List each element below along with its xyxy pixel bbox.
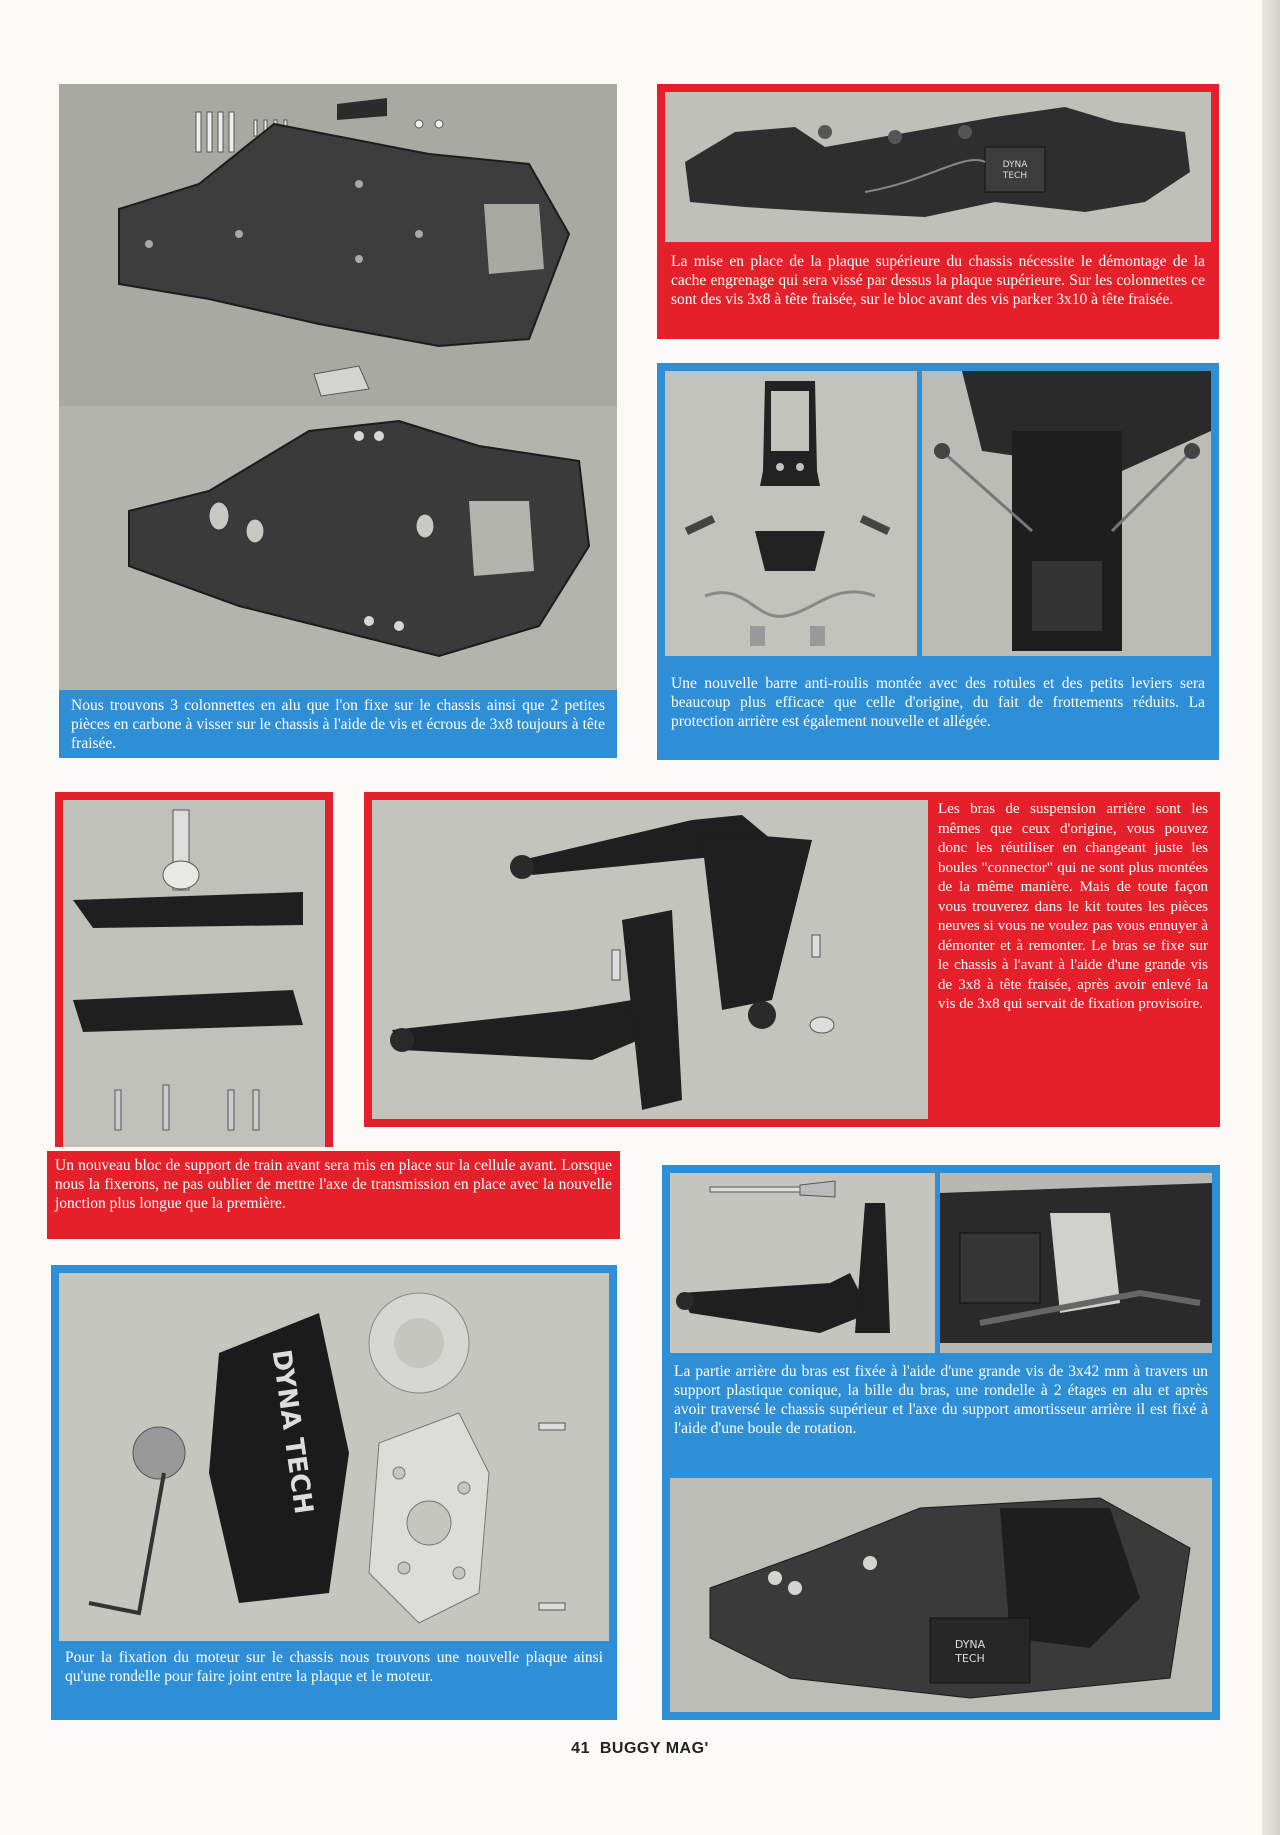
photo-motor-mount-parts	[59, 1273, 609, 1641]
photo-upper-plate-side-view	[665, 92, 1211, 242]
svg-text:DYNA: DYNA	[954, 1638, 986, 1651]
photo-rear-suspension-arms	[372, 800, 928, 1119]
caption-rear-suspension-arms	[930, 798, 1214, 1123]
page-folio	[0, 1740, 1280, 1758]
page-binding-edge	[1262, 0, 1280, 1835]
caption-anti-roll-bar	[665, 670, 1211, 756]
caption-text: Pour la fixation du moteur sur le chassis nous trouvons une nouvelle plaque ainsi qu'une rondelle pour faire joint entre la plaque et le moteur.	[65, 1649, 603, 1685]
svg-text:DYNA: DYNA	[1002, 160, 1028, 170]
photo-anti-roll-bar-fitted	[922, 371, 1211, 656]
photo-rear-arm-fitted	[940, 1173, 1212, 1353]
caption-rear-arm-fixing	[670, 1360, 1212, 1472]
caption-aluminium-standoffs	[59, 690, 617, 758]
caption-text: La partie arrière du bras est fixée à l'aide d'une grande vis de 3x42 mm à travers un support plastique conique, la bille du bras, une rondelle à 2 étages en alu et après avoir traversé le chassis supérieur et l'axe du support amortisseur arrière il est fixé à l'aide d'une boule de rotation.	[674, 1363, 1208, 1437]
caption-text: Les bras de suspension arrière sont les mêmes que ceux d'origine, vous pouvez donc les réutiliser en changeant juste les boules "connector" qui ne sont plus montées de la même manière. Mais de toute façon vous trouverez dans le kit toutes les pièces neuves si vous ne voulez pas vous ennuyer à démonter et à remonter. Le bras se fixe sur le chassis à l'avant à l'aide d'une grande vis de 3x8 à tête fraisée, après avoir enlevé la vis de 3x8 qui servait de fixation provisoire.	[938, 801, 1208, 1012]
magazine-name: BUGGY MAG'	[599, 1740, 709, 1757]
motor-brand-label: DYNA TECH	[265, 1347, 319, 1517]
photo-chassis-plate-parts	[59, 84, 617, 406]
svg-text:TECH: TECH	[955, 1652, 985, 1665]
photo-rear-arm-assembled	[670, 1478, 1212, 1712]
caption-text: Un nouveau bloc de support de train avant sera mis en place sur la cellule avant. Lorsque nous la fixerons, ne pas oublier de mettre l'axe de transmission en place avec la nouvelle jonction plus longue que la première.	[55, 1157, 612, 1212]
photo-chassis-plate-assembled	[59, 406, 617, 690]
caption-motor-mount	[59, 1646, 609, 1716]
caption-text: Une nouvelle barre anti-roulis montée avec des rotules et des petits leviers sera beaucoup plus efficace que celle d'origine, du fait de frottements réduits. La protection arrière est également nouvelle et allégée.	[671, 675, 1205, 730]
photo-rear-arm-parts	[670, 1173, 935, 1353]
caption-text: Nous trouvons 3 colonnettes en alu que l'on fixe sur le chassis ainsi que 2 petites pièces en carbone à visser sur le chassis à l'aide de vis et écrous de 3x8 toujours à tête fraisée.	[71, 697, 605, 752]
photo-front-support-block	[63, 800, 325, 1147]
svg-text:TECH: TECH	[1002, 171, 1028, 181]
caption-front-support-block	[47, 1151, 620, 1239]
page-number: 41	[571, 1740, 590, 1757]
photo-anti-roll-bar-parts	[665, 371, 917, 656]
caption-text: La mise en place de la plaque supérieure du chassis nécessite le démontage de la cache engrenage qui sera vissé par dessus la plaque supérieure. Sur les colonnettes ce sont des vis 3x8 à tête fraisée, sur le bloc avant des vis parker 3x10 à tête fraisée.	[671, 253, 1205, 308]
caption-upper-plate	[665, 248, 1211, 334]
